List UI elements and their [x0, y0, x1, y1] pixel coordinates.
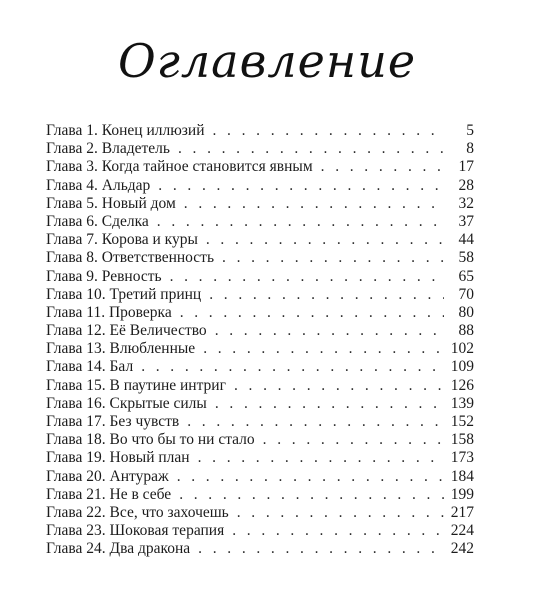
dot-leader [184, 195, 444, 213]
dot-leader [187, 413, 444, 431]
toc-entry[interactable] [46, 377, 474, 395]
chapter-title: Скрытые силы [109, 394, 207, 412]
page-number: 102 [450, 340, 474, 358]
dot-leader [179, 486, 444, 504]
chapter-title: Конец иллюзий [101, 122, 205, 139]
chapter-label: Глава 8. [46, 249, 98, 267]
toc-entry[interactable] [46, 522, 474, 540]
toc-entry[interactable] [46, 468, 474, 486]
toc-entry[interactable] [46, 358, 474, 376]
dot-leader [213, 122, 445, 140]
page-number: 32 [458, 194, 474, 212]
chapter-title: Без чувств [109, 413, 180, 430]
toc-entry[interactable] [46, 158, 474, 176]
toc-entry[interactable] [46, 540, 474, 558]
dot-leader [209, 286, 444, 304]
chapter-title: Когда тайное становится явным [101, 158, 313, 176]
chapter-title: Новый дом [101, 194, 176, 212]
toc-entry[interactable] [46, 231, 474, 249]
chapter-label: Глава 22. [46, 503, 106, 521]
page-number: 139 [450, 394, 474, 412]
chapter-label: Глава 16. [46, 394, 106, 412]
dot-leader [321, 158, 444, 176]
dot-leader [177, 468, 444, 486]
chapter-title: Все, что захочешь [109, 503, 229, 521]
chapter-title: Владетель [101, 140, 170, 158]
page-title: Оглавление [117, 34, 417, 88]
table-of-contents [46, 122, 474, 559]
dot-leader [215, 395, 444, 413]
chapter-title: Сделка [101, 212, 149, 230]
page-number: 184 [450, 467, 474, 485]
chapter-label: Глава 18. [46, 431, 106, 449]
toc-entry[interactable] [46, 122, 474, 140]
chapter-label: Глава 9. [46, 267, 98, 285]
chapter-title: Два дракона [109, 540, 191, 558]
page-number: 37 [458, 212, 474, 230]
dot-leader [178, 140, 444, 158]
dot-leader [222, 249, 444, 267]
toc-entry[interactable] [46, 322, 474, 340]
toc-entry[interactable] [46, 449, 474, 467]
chapter-label: Глава 17. [46, 413, 106, 430]
toc-entry[interactable] [46, 504, 474, 522]
toc-entry[interactable] [46, 431, 474, 449]
chapter-title: Шоковая терапия [109, 522, 225, 540]
chapter-label: Глава 14. [46, 358, 106, 376]
page-number: 224 [450, 522, 474, 540]
dot-leader [263, 431, 444, 449]
page-number: 199 [450, 485, 474, 503]
dot-leader [198, 449, 444, 467]
chapter-title: Её Величество [109, 322, 207, 340]
page-number: 126 [450, 376, 474, 394]
chapter-title: Во что бы то ни стало [109, 431, 255, 449]
page-number: 8 [466, 140, 474, 158]
page-number: 109 [450, 358, 474, 376]
page-number: 28 [458, 176, 474, 194]
page-number: 17 [458, 158, 474, 176]
dot-leader [234, 377, 444, 395]
chapter-label: Глава 10. [46, 285, 106, 303]
chapter-label: Глава 7. [46, 231, 98, 249]
dot-leader [215, 322, 444, 340]
chapter-label: Глава 6. [46, 212, 98, 230]
dot-leader [232, 522, 444, 540]
chapter-title: Новый план [109, 449, 190, 467]
chapter-title: Ответственность [101, 249, 215, 267]
dot-leader [170, 268, 444, 286]
dot-leader [198, 540, 444, 558]
chapter-label: Глава 21. [46, 485, 106, 503]
toc-entry[interactable] [46, 413, 474, 431]
toc-entry[interactable] [46, 286, 474, 304]
toc-entry[interactable] [46, 249, 474, 267]
toc-entry[interactable] [46, 195, 474, 213]
chapter-label: Глава 23. [46, 522, 106, 540]
dot-leader [203, 340, 444, 358]
chapter-title: Третий принц [109, 285, 202, 303]
dot-leader [237, 504, 444, 522]
page-number: 152 [450, 413, 474, 430]
page-number: 44 [458, 231, 474, 249]
page-number: 88 [458, 322, 474, 340]
chapter-label: Глава 3. [46, 158, 98, 176]
toc-entry[interactable] [46, 340, 474, 358]
toc-entry[interactable] [46, 395, 474, 413]
toc-entry[interactable] [46, 213, 474, 231]
toc-entry[interactable] [46, 304, 474, 322]
page-number: 65 [458, 267, 474, 285]
page-number: 5 [466, 122, 474, 139]
chapter-label: Глава 5. [46, 194, 98, 212]
chapter-label: Глава 24. [46, 540, 106, 558]
chapter-label: Глава 19. [46, 449, 106, 467]
chapter-label: Глава 4. [46, 176, 98, 194]
toc-entry[interactable] [46, 486, 474, 504]
toc-entry[interactable] [46, 140, 474, 158]
dot-leader [157, 213, 444, 231]
dot-leader [158, 177, 444, 195]
page-number: 242 [450, 540, 474, 558]
chapter-title: Ревность [101, 267, 162, 285]
dot-leader [141, 358, 444, 376]
chapter-label: Глава 12. [46, 322, 106, 340]
chapter-title: Бал [109, 358, 134, 376]
chapter-label: Глава 2. [46, 140, 98, 158]
toc-entry[interactable] [46, 177, 474, 195]
chapter-title: Антураж [109, 467, 169, 485]
dot-leader [206, 231, 444, 249]
dot-leader [180, 304, 444, 322]
page-number: 80 [458, 303, 474, 321]
page-number: 158 [450, 431, 474, 449]
chapter-title: Проверка [108, 303, 172, 321]
chapter-label: Глава 15. [46, 376, 106, 394]
chapter-label: Глава 20. [46, 467, 106, 485]
page-number: 173 [450, 449, 474, 467]
chapter-title: Не в себе [109, 485, 172, 503]
page-number: 58 [458, 249, 474, 267]
page-number: 217 [450, 503, 474, 521]
chapter-label: Глава 1. [46, 122, 98, 139]
chapter-title: Альдар [101, 176, 151, 194]
chapter-title: В паутине интриг [109, 376, 226, 394]
page-number: 70 [458, 285, 474, 303]
chapter-label: Глава 13. [46, 340, 106, 358]
chapter-title: Корова и куры [101, 231, 198, 249]
chapter-label: Глава 11. [46, 303, 106, 321]
toc-entry[interactable] [46, 268, 474, 286]
chapter-title: Влюбленные [109, 340, 196, 358]
